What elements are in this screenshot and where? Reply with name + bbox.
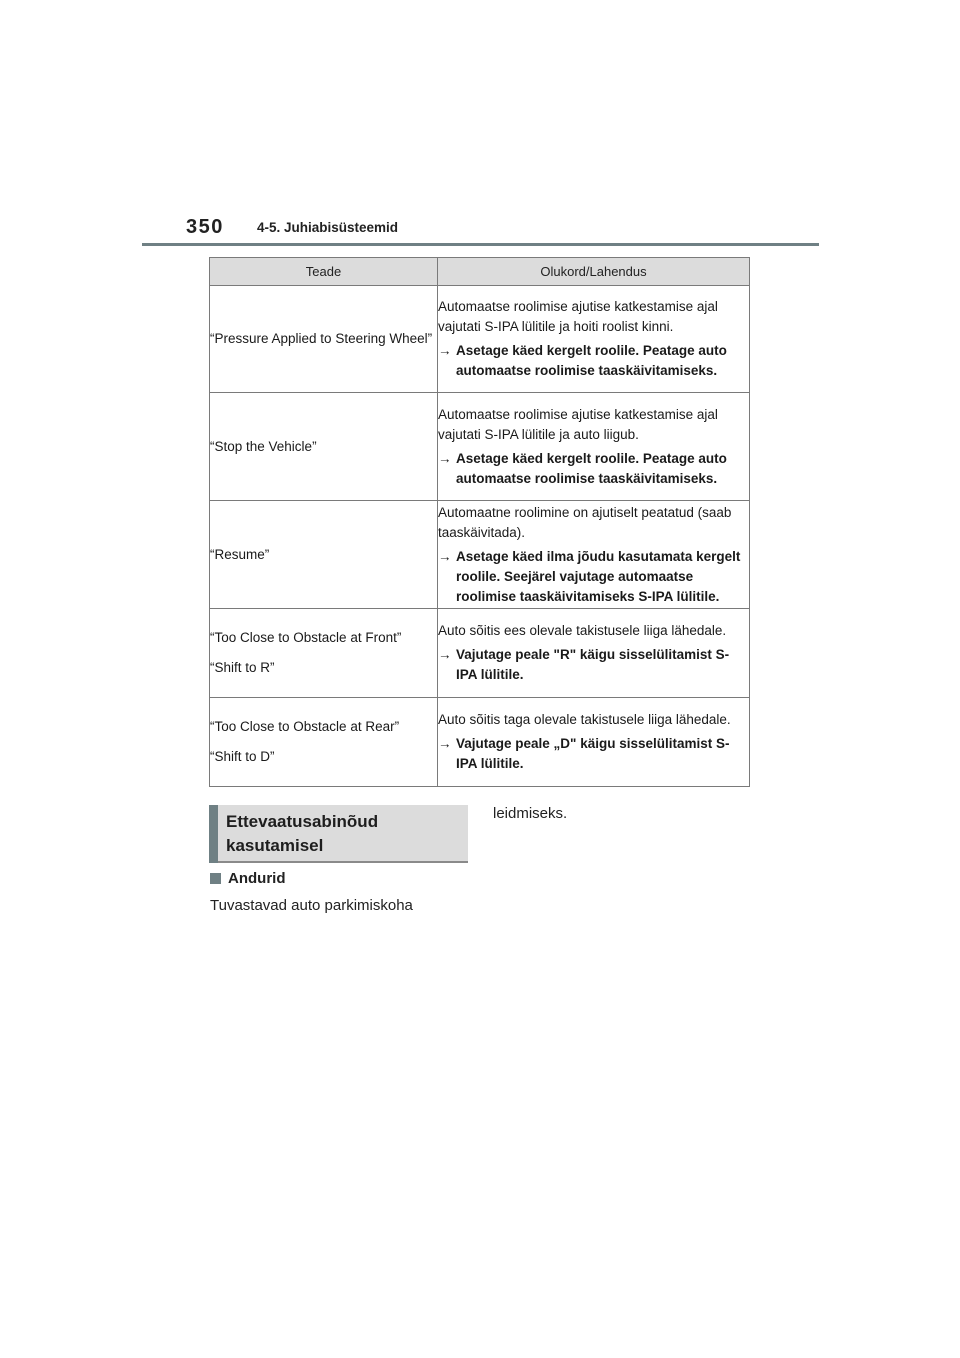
- action-text: Vajutage peale „D" käigu sisselülitamist S-IPA lülitile.: [456, 736, 730, 771]
- message-text: “Too Close to Obstacle at Front”: [210, 630, 402, 645]
- situation-text: Automaatne roolimine on ajutiselt peatatud (saab taaskäivitada).: [438, 504, 732, 540]
- action-text: Asetage käed ilma jõudu kasutamata kergelt roolile. Seejärel vajutage automaatse roolimise taaskäivitamiseks S-IPA lülitile.: [456, 548, 741, 604]
- message-cell: [210, 393, 438, 501]
- solution-cell: [438, 698, 750, 787]
- situation-text: Auto sõitis ees olevale takistusele liiga lähedale.: [438, 623, 727, 638]
- action-instruction: [438, 547, 749, 607]
- sensors-body-text: Tuvastavad auto parkimiskoha: [210, 897, 413, 914]
- situation-text: Automaatse roolimise ajutise katkestamise ajal vajutati S-IPA lülitile ja hoiti roolist kinni.: [438, 299, 718, 334]
- solution-cell: [438, 609, 750, 698]
- precautions-heading: Ettevaatusabinõud kasutamisel: [226, 812, 379, 855]
- section-title: 4-5. Juhiabisüsteemid: [257, 220, 399, 235]
- action-text: Asetage käed kergelt roolile. Peatage auto automaatse roolimise taaskäivitamiseks.: [456, 343, 727, 378]
- solution-cell: [438, 286, 750, 393]
- square-bullet-icon: [210, 873, 221, 884]
- action-instruction: [438, 449, 749, 489]
- message-cell: [210, 698, 438, 787]
- message-cell: [210, 609, 438, 698]
- table-row: [210, 393, 750, 501]
- sensors-subheading: [210, 870, 286, 887]
- table-row: [210, 286, 750, 393]
- situation-text: Auto sõitis taga olevale takistusele liiga lähedale.: [438, 712, 731, 727]
- message-text: “Stop the Vehicle”: [210, 438, 317, 454]
- messages-table: [209, 257, 750, 787]
- arrow-right-icon: →: [438, 736, 452, 751]
- action-instruction: [438, 734, 749, 774]
- message-text: “Shift to D”: [210, 749, 275, 764]
- message-cell: [210, 286, 438, 393]
- table-row: [210, 698, 750, 787]
- sensors-heading-text: Andurid: [228, 870, 286, 887]
- arrow-right-icon: →: [438, 647, 452, 662]
- page-number: 350: [186, 216, 224, 238]
- column-header-solution: Olukord/Lahendus: [438, 258, 750, 286]
- arrow-right-icon: →: [438, 548, 452, 564]
- arrow-right-icon: →: [438, 343, 452, 358]
- action-text: Vajutage peale "R" käigu sisselülitamist S-IPA lülitile.: [456, 647, 730, 682]
- message-text: “Too Close to Obstacle at Rear”: [210, 719, 400, 734]
- message-cell: [210, 501, 438, 609]
- message-text: “Resume”: [210, 546, 270, 562]
- precautions-heading-box: [209, 805, 468, 863]
- table-header-row: [210, 258, 750, 286]
- solution-cell: [438, 393, 750, 501]
- table-row: [210, 609, 750, 698]
- arrow-right-icon: →: [438, 450, 452, 466]
- heading-accent-bar: [209, 805, 218, 863]
- action-instruction: [438, 341, 749, 381]
- header-rule: [142, 243, 819, 246]
- action-text: Asetage käed kergelt roolile. Peatage auto automaatse roolimise taaskäivitamiseks.: [456, 450, 727, 486]
- sensors-body-continuation: leidmiseks.: [493, 805, 568, 822]
- situation-text: Automaatse roolimise ajutise katkestamise ajal vajutati S-IPA lülitile ja auto liigub.: [438, 406, 718, 442]
- page-header: [0, 0, 960, 250]
- message-text: “Pressure Applied to Steering Wheel”: [210, 331, 433, 346]
- column-header-message: Teade: [210, 258, 438, 286]
- message-text: “Shift to R”: [210, 660, 275, 675]
- table-row: [210, 501, 750, 609]
- solution-cell: [438, 501, 750, 609]
- action-instruction: [438, 645, 749, 685]
